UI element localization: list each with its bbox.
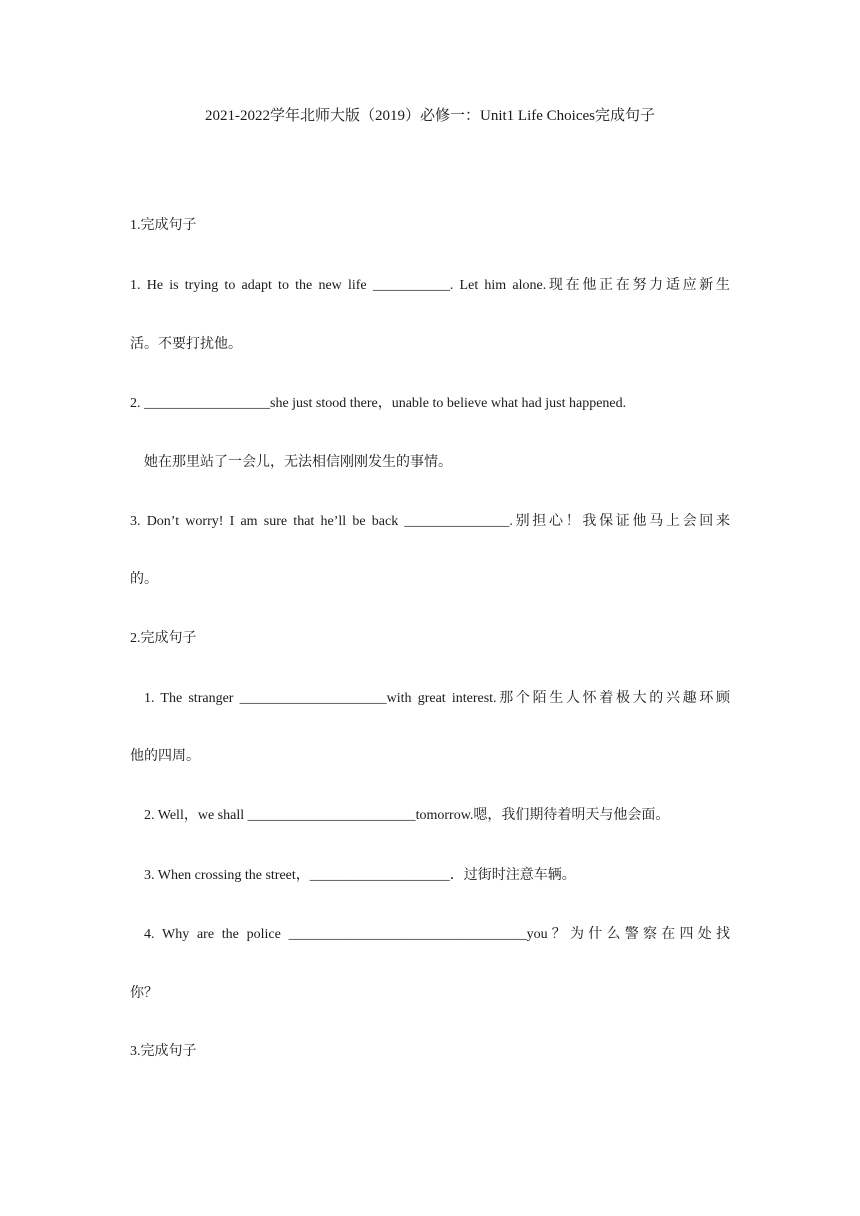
section-heading-3: 3.完成句子 [130, 1044, 197, 1059]
sentence-1-2: 2. __________________she just stood there，unable to believe what had just happened. [130, 396, 627, 411]
sentence-1-2-translation: 她在那里站了一会儿，无法相信刚刚发生的事情。 [144, 455, 452, 470]
sentence-1-3-continued: 的。 [130, 572, 158, 587]
sentence-2-4: 4. Why are the police __________________________________you？为什么警察在四处找 [144, 927, 730, 942]
sentence-2-3: 3. When crossing the street，____________________．过街时注意车辆。 [144, 868, 576, 883]
sentence-2-4-continued: 你？ [130, 986, 158, 1001]
sentence-1-1: 1. He is trying to adapt to the new life ___________. Let him alone.现在他正在努力适应新生 [130, 278, 730, 293]
sentence-2-1: 1. The stranger _____________________with great interest.那个陌生人怀着极大的兴趣环顾 [144, 691, 730, 706]
sentence-2-2: 2. Well，we shall ________________________tomorrow.嗯，我们期待着明天与他会面。 [144, 808, 670, 823]
sentence-1-1-continued: 活。不要打扰他。 [130, 337, 242, 352]
document-title: 2021-2022学年北师大版（2019）必修一：Unit1 Life Choices完成句子 [205, 108, 655, 124]
section-heading-1: 1.完成句子 [130, 218, 197, 233]
sentence-2-1-continued: 他的四周。 [130, 749, 200, 764]
sentence-1-3: 3. Don’t worry! I am sure that he’ll be back _______________.别担心！我保证他马上会回来 [130, 514, 730, 529]
section-heading-2: 2.完成句子 [130, 631, 197, 646]
